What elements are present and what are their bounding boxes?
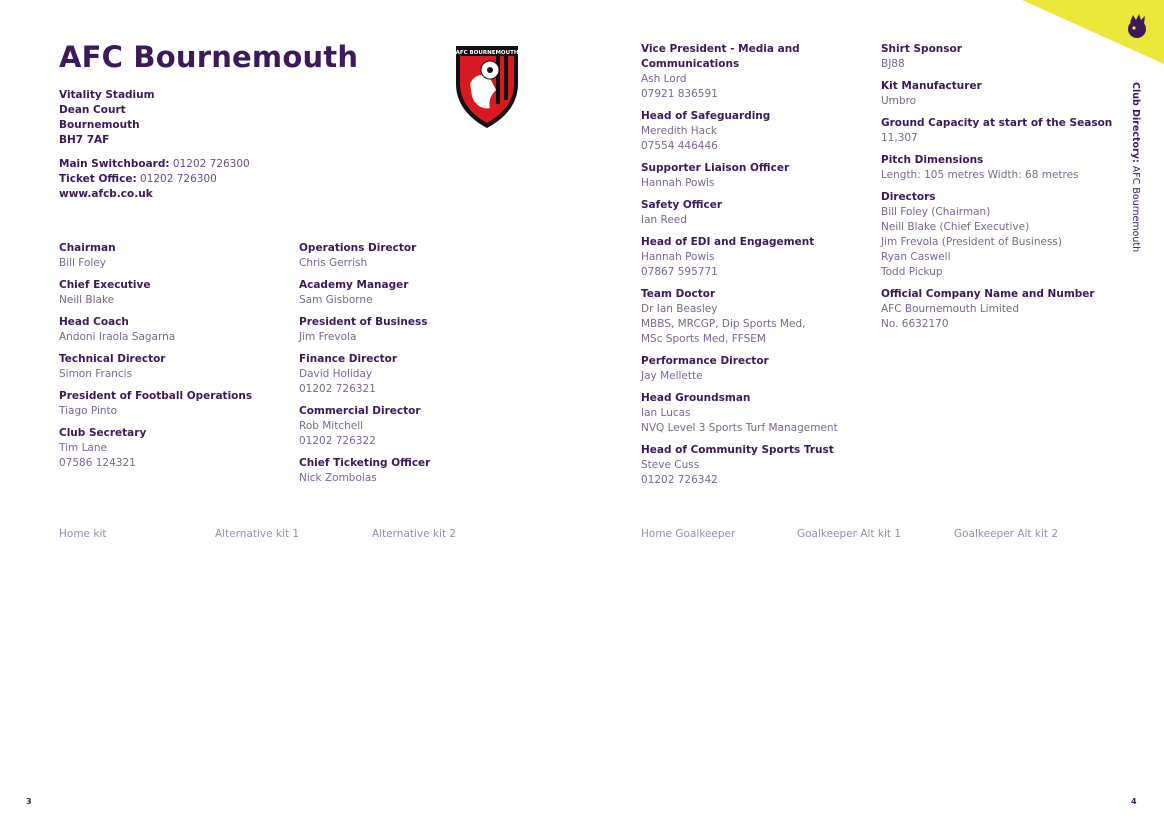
directory-entry: [641, 287, 876, 347]
page-title: AFC Bournemouth: [59, 40, 359, 74]
entry-value: Ian Reed: [641, 214, 687, 226]
directory-entry: [59, 278, 294, 308]
entry-value: Dr Ian Beasley MBBS, MRCGP, Dip Sports Med, MSc Sports Med, FFSEM: [641, 303, 806, 345]
directory-entry: [641, 354, 876, 384]
entry-value: Hannah Powis: [641, 177, 715, 189]
entry-role: Club Secretary: [59, 427, 147, 439]
directory-entry: [641, 42, 876, 102]
directory-entry: [299, 352, 534, 397]
entry-value: Steve Cuss 01202 726342: [641, 459, 718, 486]
entry-role: Pitch Dimensions: [881, 154, 984, 166]
club-contacts: [59, 157, 250, 202]
crest-text: AFC BOURNEMOUTH: [455, 50, 519, 56]
directory-entry: [299, 278, 534, 308]
entry-value: Umbro: [881, 95, 917, 107]
kit-label-alt2: Alternative kit 2: [372, 528, 457, 540]
entry-role: Kit Manufacturer: [881, 80, 982, 92]
premier-league-lion-icon: [1124, 12, 1150, 42]
directory-entry: [641, 235, 876, 280]
entry-value: Simon Francis: [59, 368, 133, 380]
entry-value: Jim Frevola: [299, 331, 357, 343]
entry-value: Ian Lucas NVQ Level 3 Sports Turf Management: [641, 407, 838, 434]
entry-value: Tiago Pinto: [59, 405, 118, 417]
entry-role: Head Groundsman: [641, 392, 751, 404]
entry-role: Safety Officer: [641, 199, 723, 211]
section-side-label: [1130, 82, 1141, 252]
entry-value: 11,307: [881, 132, 918, 144]
entry-value: Length: 105 metres Width: 68 metres: [881, 169, 1079, 181]
entry-role: Directors: [881, 191, 936, 203]
club-crest-logo: [452, 44, 522, 130]
entry-role: Technical Director: [59, 353, 166, 365]
side-label-club: AFC Bournemouth: [1130, 162, 1141, 253]
entry-value: Jay Mellette: [641, 370, 703, 382]
entry-value: Sam Gisborne: [299, 294, 373, 306]
directory-entry: [641, 198, 876, 228]
entry-value: Nick Zombolas: [299, 472, 377, 484]
entry-value: David Holiday 01202 726321: [299, 368, 376, 395]
entry-role: Ground Capacity at start of the Season: [881, 117, 1113, 129]
entry-role: Chief Executive: [59, 279, 151, 291]
entry-role: Chief Ticketing Officer: [299, 457, 431, 469]
directory-entry: [881, 153, 1121, 183]
entry-value: BJ88: [881, 58, 905, 70]
club-address: [59, 88, 155, 148]
page-number-right: 4: [1131, 797, 1137, 806]
directory-column-left-1: [59, 241, 294, 478]
directory-entry: [59, 389, 294, 419]
entry-value: Meredith Hack 07554 446446: [641, 125, 718, 152]
directory-entry: [299, 315, 534, 345]
kit-label-gk-alt1: Goalkeeper Alt kit 1: [797, 528, 902, 540]
entry-role: Supporter Liaison Officer: [641, 162, 790, 174]
entry-role: Head Coach: [59, 316, 129, 328]
directory-entry: [299, 241, 534, 271]
address-line: BH7 7AF: [59, 134, 110, 146]
kit-label-gk-home: Home Goalkeeper: [641, 528, 736, 540]
directory-entry: [299, 404, 534, 449]
entry-role: Performance Director: [641, 355, 769, 367]
entry-role: President of Football Operations: [59, 390, 253, 402]
directory-column-left-2: [299, 241, 534, 493]
directory-entry: [59, 426, 294, 471]
entry-role: Head of EDI and Engagement: [641, 236, 815, 248]
directory-entry: [641, 443, 876, 488]
entry-role: Academy Manager: [299, 279, 409, 291]
entry-value: Bill Foley (Chairman) Neill Blake (Chief Executive) Jim Frevola (President of Business) Ryan Caswell Todd Pickup: [881, 206, 1062, 278]
entry-role: Vice President - Media and Communications: [641, 43, 800, 70]
entry-value: Ash Lord 07921 836591: [641, 73, 718, 100]
entry-value: Andoni Iraola Sagarna: [59, 331, 176, 343]
ticket-value: 01202 726300: [140, 173, 217, 185]
entry-value: AFC Bournemouth Limited No. 6632170: [881, 303, 1019, 330]
page-number-left: 3: [26, 797, 32, 806]
directory-column-right-1: [641, 42, 876, 495]
entry-role: Chairman: [59, 242, 116, 254]
directory-entry: [881, 79, 1121, 109]
directory-entry: [59, 241, 294, 271]
address-line: Vitality Stadium: [59, 89, 155, 101]
kit-label-gk-alt2: Goalkeeper Alt kit 2: [954, 528, 1059, 540]
directory-entry: [59, 352, 294, 382]
switchboard-label: Main Switchboard:: [59, 158, 170, 170]
directory-entry: [299, 456, 534, 486]
kit-label-home: Home kit: [59, 528, 107, 540]
kit-label-alt1: Alternative kit 1: [215, 528, 300, 540]
directory-entry: [881, 190, 1121, 280]
directory-column-right-2: [881, 42, 1121, 339]
entry-value: Tim Lane 07586 124321: [59, 442, 136, 469]
directory-entry: [881, 116, 1121, 146]
website-link[interactable]: www.afcb.co.uk: [59, 188, 153, 200]
entry-value: Neill Blake: [59, 294, 115, 306]
address-line: Dean Court: [59, 104, 126, 116]
entry-role: Operations Director: [299, 242, 417, 254]
directory-entry: [881, 42, 1121, 72]
directory-entry: [641, 109, 876, 154]
entry-value: Hannah Powis 07867 595771: [641, 251, 718, 278]
entry-role: Team Doctor: [641, 288, 716, 300]
switchboard-value: 01202 726300: [172, 158, 250, 170]
entry-role: Finance Director: [299, 353, 398, 365]
entry-role: Commercial Director: [299, 405, 421, 417]
entry-role: Shirt Sponsor: [881, 43, 962, 55]
side-label-bold: Club Directory:: [1130, 82, 1141, 163]
entry-role: Head of Safeguarding: [641, 110, 771, 122]
entry-role: Head of Community Sports Trust: [641, 444, 834, 456]
directory-entry: [881, 287, 1121, 332]
directory-entry: [641, 161, 876, 191]
entry-role: President of Business: [299, 316, 428, 328]
ticket-label: Ticket Office:: [59, 173, 137, 185]
entry-value: Rob Mitchell 01202 726322: [299, 420, 376, 447]
address-line: Bournemouth: [59, 119, 140, 131]
entry-value: Bill Foley: [59, 257, 106, 269]
entry-value: Chris Gerrish: [299, 257, 368, 269]
directory-entry: [641, 391, 876, 436]
entry-role: Official Company Name and Number: [881, 288, 1095, 300]
directory-entry: [59, 315, 294, 345]
